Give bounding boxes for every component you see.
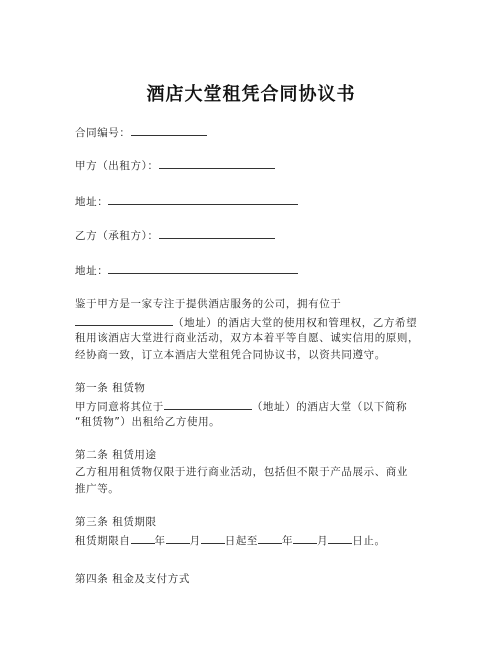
article-1-line-1-b: （地址）的酒店大堂（以下简称 <box>251 401 408 413</box>
article-2-heading: 第二条 租赁用途 <box>75 449 157 461</box>
contract-number-blank <box>131 124 207 136</box>
end-day-label: 日止。 <box>352 535 386 547</box>
preamble-line-1: 鉴于甲方是一家专注于提供酒店服务的公司，拥有位于 <box>75 298 342 310</box>
party-a-blank <box>159 157 275 169</box>
end-year-blank <box>258 532 282 544</box>
preamble-line-2 <box>75 314 417 330</box>
article-3-heading: 第三条 租赁期限 <box>75 516 157 528</box>
preamble-line-4: 经协商一致，订立本酒店大堂租凭合同协议书，以资共同遵守。 <box>75 349 386 361</box>
article-2-line-2: 推广等。 <box>75 483 120 495</box>
party-b-blank <box>159 227 275 239</box>
start-day-blank <box>201 532 225 544</box>
term-start-label: 租赁期限自 <box>75 535 131 547</box>
end-day-blank <box>328 532 352 544</box>
party-a-line <box>75 157 275 173</box>
article-2-line-1: 乙方租用租赁物仅限于进行商业活动，包括但不限于产品展示、商业 <box>75 466 408 478</box>
address-a-label: 地址： <box>75 196 109 208</box>
article-1-heading: 第一条 租赁物 <box>75 382 146 394</box>
party-a-label: 甲方（出租方）： <box>75 160 159 172</box>
start-month-blank <box>166 532 190 544</box>
start-year-label: 年 <box>154 535 166 547</box>
contract-number-label: 合同编号： <box>75 127 131 139</box>
address-a-blank <box>108 193 298 205</box>
address-b-label: 地址： <box>75 265 109 277</box>
article-1-address-blank <box>164 398 252 410</box>
contract-number-line <box>75 124 207 140</box>
start-year-blank <box>131 532 155 544</box>
preamble-address-blank <box>75 314 173 326</box>
article-4-heading: 第四条 租金及支付方式 <box>75 573 190 585</box>
article-1-line-1-a: 甲方同意将其位于 <box>75 401 164 413</box>
preamble-line-3: 租用该酒店大堂进行商业活动，双方本着平等自愿、诚实信用的原则， <box>75 332 420 344</box>
address-b-line <box>75 262 298 278</box>
preamble-line-2-text: （地址）的酒店大堂的使用权和管理权，乙方希望 <box>173 317 418 329</box>
end-month-label: 月 <box>317 535 329 547</box>
party-b-label: 乙方（承租方）： <box>75 230 159 242</box>
start-month-label: 月 <box>189 535 201 547</box>
address-b-blank <box>108 262 298 274</box>
start-day-label: 日起至 <box>224 535 259 547</box>
party-b-line <box>75 227 275 243</box>
article-1-line-1 <box>75 398 407 414</box>
address-a-line <box>75 193 298 209</box>
article-1-line-2: “租赁物”）出租给乙方使用。 <box>75 416 221 428</box>
article-3-term-line <box>75 532 386 548</box>
document-title: 酒店大堂租凭合同协议书 <box>146 84 356 105</box>
end-month-blank <box>293 532 317 544</box>
end-year-label: 年 <box>282 535 294 547</box>
